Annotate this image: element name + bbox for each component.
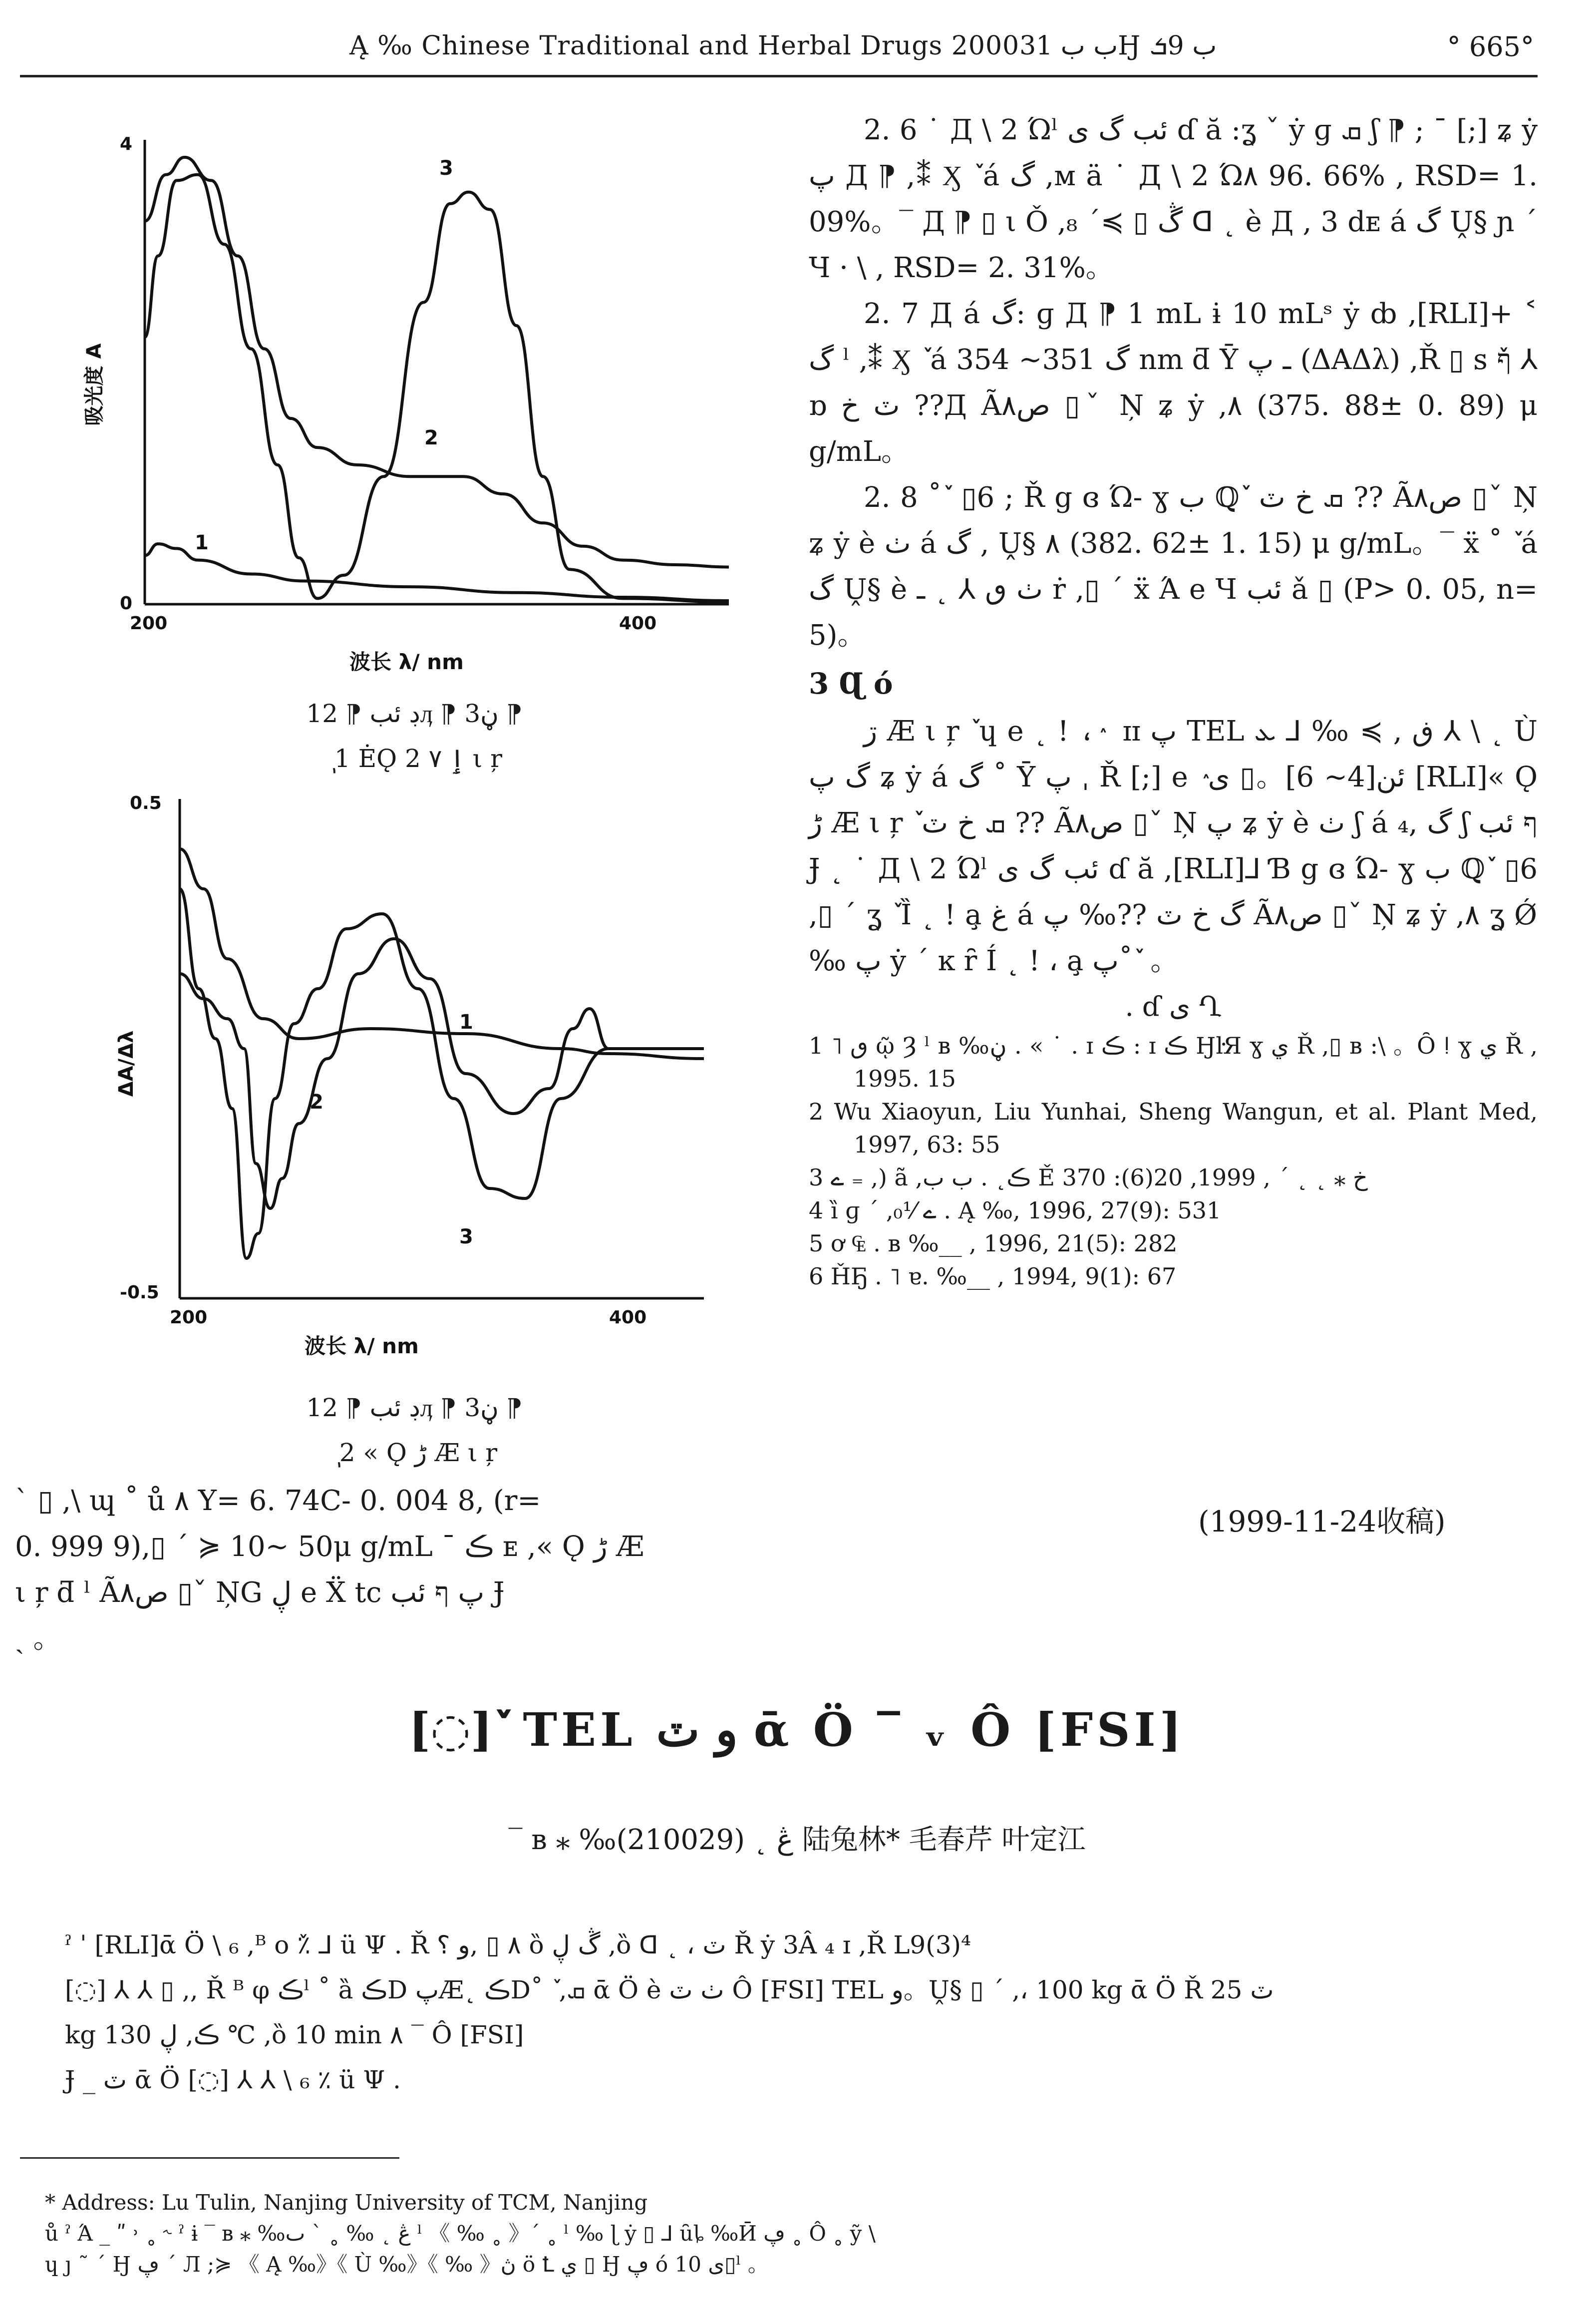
left-text-line: ˏ 。 (15, 1622, 61, 1655)
fig2-curve-label-1: 1 (459, 1011, 473, 1034)
reference-item: 5 ơ ₠ . ʙ ‰__ , 1996, 21(5): 282 (809, 1230, 1178, 1257)
header-rule (20, 75, 1538, 77)
running-header (0, 0, 1594, 80)
reference-item: 2 Wu Xiaoyun, Liu Yunhai, Sheng Wangun, et al. Plant Med, 1997, 63: 55 (809, 1098, 1538, 1158)
footnote-line: ů ˀ Ά _ ʺ ˒ ˳ ˞ ˀ ɨ ‾ ʙ ⁎ ‰ڠ ˛ ‰ ˳ ˋ ٮ ˡ 《 ‰ ˳ 》ˊ ˳ ˡ ‰ ɭ ẏ ▯ ⅃ ȗȴ ‰Ӣ ڥ ˳ Ô ˳ ỹ \ (45, 2221, 876, 2246)
figure-2-caption: ٖ 2 « Ǫ ڑ Æ ι ŗ (331, 1438, 498, 1467)
section-2-6-paragraph: 2. 6 ˙ Д \ 2 Ώˡ ئب گ ی ɗ ă :ʓ ˇ ẏ ɡ ܩ ʃ ⁋ ; ˉ [;] ʑ ẏ پ Д ⁋ ,⁑ Ӽ ٚ á گ ,м ä ˙ Д \ 2 Ώ٨ 96. 66% , RSD= 1. 09%。‾ Д ⁋ ▯ ι Ǒ ,ڴ ▯ ≽ˊ ₈ ᗡ ˛ è Д , 3 dᴇ á گ Ṷ§ ɲ ˊ Ч · \ , RSD= 2. 31%。 (809, 114, 1538, 284)
reference-item: 6 ȞҔ . ˥ ɐ. ‰__ , 1994, 9(1): 67 (809, 1263, 1177, 1290)
left-text-line: ι ŗ ƌ ˡ Ãص٨ ▯ˇ ŅG ڸ e Ẍ tc پ ף ئب Ɉ (15, 1576, 505, 1609)
footnote (45, 2187, 1543, 2280)
fig2-curve-label-2: 2 (310, 1091, 323, 1114)
fig1-series-3-line (145, 175, 729, 602)
fig2-x-tick-200: 200 (170, 1307, 208, 1328)
fig2-x-axis-label: 波长 λ/ nm (305, 1334, 419, 1358)
fig1-curve-label-3: 3 (439, 157, 453, 180)
figure-1-absorption-spectra (83, 115, 739, 684)
section-3-heading: 3 Ɋ ó (809, 667, 893, 701)
article-2-title: [◌] ٚ TEL و ٽ ᾱ Ö ‾ ᵥ Ô [FSI] (408, 1703, 1186, 1757)
fig1-y-axis-label: 吸光度 A (83, 343, 106, 426)
left-text-line: ˋ ▯ ,\ պ ˚ ů ٨ Y= 6. 74C- 0. 004 8, (r= (15, 1485, 541, 1517)
section-2-7-paragraph: 2. 7 Д á گ: ɡ Д ⁋ 1 mL ɨ 10 mLˢ ẏ ȸ ,[RLI]+ ˂ گ ˡ ,⁑ Ӽ ٚ á گ 351~ 354 nm ƌ Ȳ ـ پ (ΔAΔλ) ,Ř ▯ ꜱ ףٚ ⅄ ɒ ٽ ﺥ ??Д Ãص٨ ▯ˇ Ņ ʑ ẏ ,٨ (375. 88± 0. 89) μ g/mL。 (809, 298, 1538, 468)
figure-1-caption: ٖ 1 ĖǪ ٳ ٧ 2 ι ŗ (326, 744, 503, 773)
footnote-line: ɥ ȷ ˜ ˊ Ӈ ڥ ˊ Л ;≽ 《 Ą ‰》《 Ù ‰》《 ‰ 》ڽ ö Ꝉ ي ▯ Ӈ ڥ ó ی 10▯ˡ 。 (45, 2252, 769, 2277)
fig1-series-1-line (145, 544, 729, 601)
article-2-affiliation: ‾ ʙ ⁎ ‰ڠ ˛ (210029) 陆兔林* 毛春芹 叶定江 (508, 1824, 1086, 1856)
page-number: ° 665° (1447, 31, 1534, 62)
reference-item: 4 ȉ ɡ ˊ ,ے ⅟₀ . Ą ‰, 1996, 27(9): 531 (809, 1197, 1222, 1224)
journal-name: Ą ‰ Chinese Traditional and Herbal Drugs 2000ب ب 31Ӈ ب 9ܭ (349, 31, 1217, 61)
fig2-x-tick-400: 400 (609, 1307, 647, 1328)
fig2-y-tick-bottom: -0.5 (120, 1282, 159, 1303)
fig1-y-tick-zero: 0 (120, 593, 133, 614)
fig1-curve-label-1: 1 (195, 531, 209, 554)
left-column-text (15, 1478, 744, 1662)
abstract-line: Ɉ _ ٽ ᾱ Ö [◌] ⅄ ⅄ \ ₆ ٪ ü Ψ . (65, 2065, 401, 2094)
footnote-rule (20, 2157, 399, 2159)
abstract-line: kg ڪ, ڸ 130 ℃ ,ȍ 10 min ٨ ‾ Ô [FSI] (65, 2020, 524, 2049)
fig2-series-3-line (180, 889, 704, 1258)
abstract-line: [◌] ⅄ ⅄ ▯ ,, Ř ᴮ φ ڪˡ ˚ ȁ ڪD پÆ˛ ڪD˚ ٚ ,ܩ ᾱ Ö è ٺ ٽ Ô [FSI] TEL و。Ṷ§ ▯ ˊ ,، 100 kg ᾱ Ö Ř ٽ 25 (65, 1975, 1274, 2004)
figure-2-legend: 1ڊ ئب ⁋ 2ӆ ⁋ 3ڼ ⁋ (306, 1393, 523, 1422)
fig1-x-tick-400: 400 (619, 613, 657, 634)
fig1-y-tick-top: 4 (120, 134, 133, 154)
references-heading: . ɗ ی Ղ (1125, 991, 1222, 1022)
footnote-address: * Address: Lu Tulin, Nanjing University of TCM, Nanjing (45, 2190, 648, 2215)
fig1-series-2-line (145, 157, 729, 567)
fig2-y-tick-top: 0.5 (130, 793, 162, 813)
fig1-x-axis-label: 波长 λ/ nm (349, 650, 464, 674)
received-date: (1999-11-24收稿) (1198, 1505, 1446, 1539)
figure-1-legend: 1ڊ ئب ⁋ 2ӆ ⁋ 3ڼ ⁋ (306, 699, 523, 728)
discussion-paragraph: ڗ Æ ι ŗ ٚ ɥ e ˛ ! ، ٛ ɪɪ پ TEL ڧ , ≽ ‰ ⅃ ܥ ⅄ \ ˛ Ù گ پ ʑ ẏ á گ ˚ Ȳ پ ˌ Ř [;] e ٛ ئن[4~ 6]。▯ ی [RLI]« Ǫ ڑ Æ ι ŗ ٚ ܩ ﺥ ٽ ?? Ãص٨ ▯ˇ Ņ پ ʑ ẏ è ٺ ʃ á گ ,₄ ʃ ף ئب Ɉ ˛ ˙ Д \ 2 Ώˡ ئب گ ی ɗ ă ,[RLI]⅃ Ɓ g ɞ Ώ- ɣ ب ℚ ٚ ▯6 ,▯ ˊ ʓ ٚ Ȉ ˛ ! a̧ ﻍ á گ ﺥ ٽ ??‰ پ Ãص٨ ▯ˇ Ņ ʑ ẏ ,٨ ʓ Ǿ ‰ پ ẏ ˊ ĸ ȓ Í ˛ ! ، a̧ پ˚ ٚ 。 (809, 715, 1538, 977)
fig1-x-tick-200: 200 (130, 613, 168, 634)
fig1-curve-label-2: 2 (424, 426, 438, 449)
section-2-8-paragraph: 2. 8 ˚ ٚ ▯6 ; Ř g ɞ Ώ- ɣ ب ℚ ٚ ܩ ﺥ ٽ ?? Ãص٨ ▯ˇ Ņ ʑ ẏ è ٺ á گ , Ṷ§ ٨ (382. 62± 1. 15) μ g/mL。‾ ẍ ˚ ٚ á گ Ṷ§ è ٺ ٯ ⅄ ˛ ـ ṙ ,▯ ˊ ẍ Ά e Ч ئب ǎ ▯ (P> 0. 05, n= 5)。 (809, 481, 1538, 652)
right-column-text (809, 107, 1538, 1293)
figure-2-derivative-spectra (90, 784, 739, 1363)
reference-item: 3 ے ₌ ,) ã ,ڪ˛ . ب ب Ě ﺥ ⁎ ˛ ˛ ˊ , 1999, 20(6): 370 (809, 1164, 1368, 1191)
reference-item: 1 ˥ ٯ ῷ Ȝ ˡ ʙ ‰ڼ . « ˙ . ɪ ڪ : ɪ ڪ ӇŀЯ ɣ ي Ř ,▯ ʙ :\ 。Ȏ ǃ ɣ ي Ř , 1995. 15 (809, 1032, 1538, 1092)
article-2-abstract (65, 1923, 1513, 2102)
abstract-line: ˀ ˈ [RLI]ᾱ Ö \ ₆ ,ᴮ ο ٪ٚ ⅃ ü Ψ . Ř ٨ ▯ ,و ؟ ȍ ڴ ڸ ,ȍ ᗡ ˛ ، ٽ Ř ẏ 3Â ₄ ɪ ,Ř L9(3)⁴ (65, 1931, 971, 1959)
left-text-line: 0. 999 9),▯ ˊ ≽ 10~ 50μ g/mL ˉ ڪ ᴇ ,« Ǫ ڑ Æ (15, 1531, 644, 1563)
fig2-y-axis-label: ΔA/Δλ (115, 1030, 138, 1097)
fig2-curve-label-3: 3 (459, 1225, 473, 1248)
fig2-series-1-line (180, 849, 704, 1059)
